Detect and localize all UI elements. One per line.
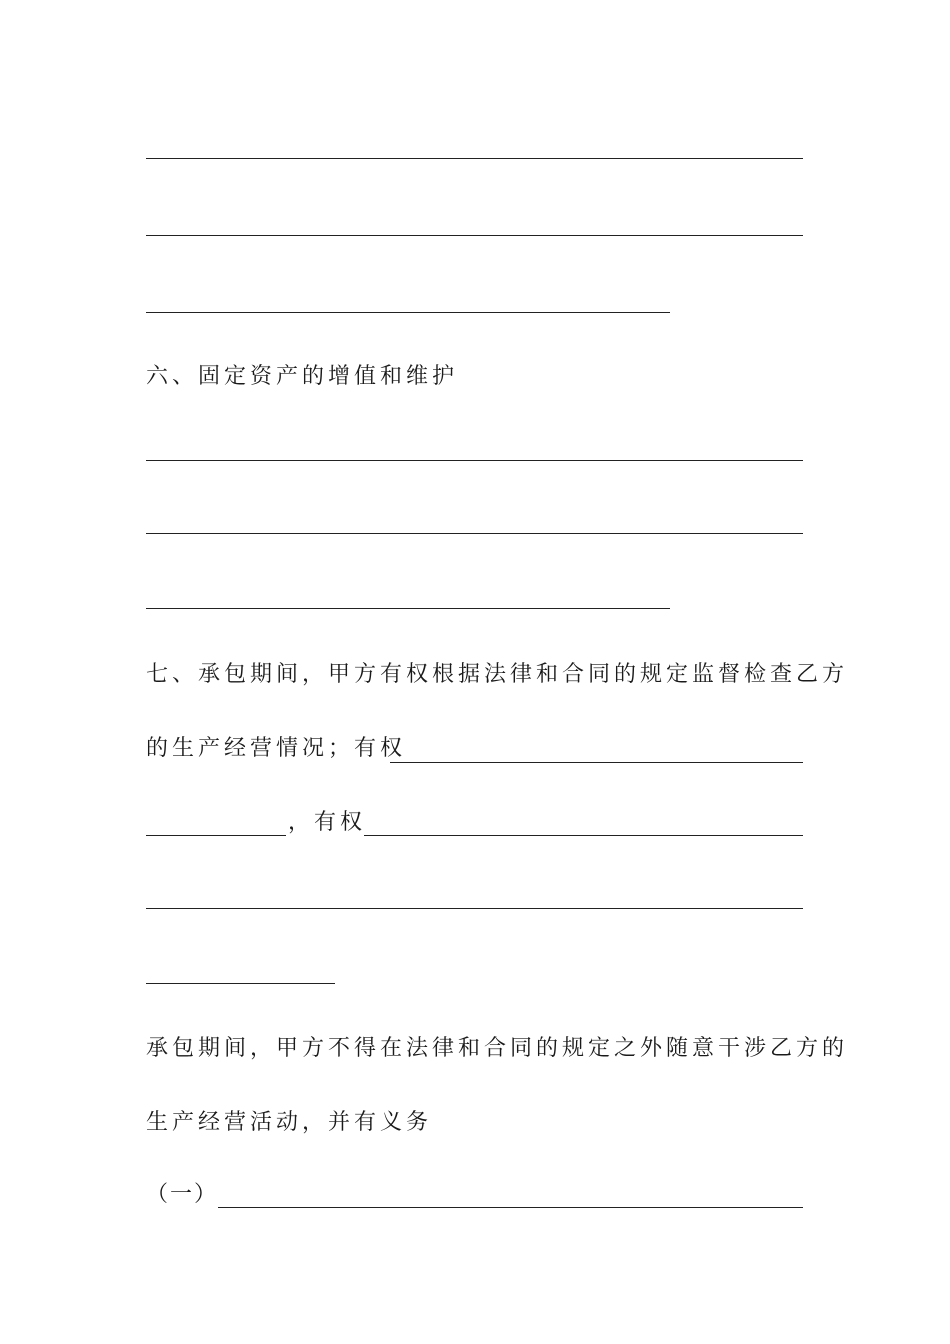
blank-line bbox=[146, 235, 803, 236]
blank-line bbox=[390, 762, 803, 763]
blank-line bbox=[146, 835, 286, 836]
section-6-heading: 六、固定资产的增值和维护 bbox=[146, 364, 459, 389]
section-7-line-3-mid: ，有权 bbox=[288, 810, 367, 835]
blank-line bbox=[146, 312, 670, 313]
section-7-line-1: 七、承包期间，甲方有权根据法律和合同的规定监督检查乙方 bbox=[146, 662, 849, 687]
paragraph-line-1: 承包期间，甲方不得在法律和合同的规定之外随意干涉乙方的 bbox=[146, 1036, 849, 1061]
section-7-line-2-prefix: 的生产经营情况；有权 bbox=[146, 736, 407, 761]
blank-line bbox=[218, 1207, 803, 1208]
blank-line bbox=[146, 460, 803, 461]
paragraph-line-2: 生产经营活动，并有义务 bbox=[146, 1110, 433, 1135]
blank-line bbox=[146, 533, 803, 534]
blank-line bbox=[146, 908, 803, 909]
blank-line bbox=[146, 158, 803, 159]
item-1-label: （一） bbox=[146, 1182, 219, 1207]
blank-line bbox=[364, 835, 803, 836]
blank-line bbox=[146, 608, 670, 609]
blank-line bbox=[146, 983, 335, 984]
